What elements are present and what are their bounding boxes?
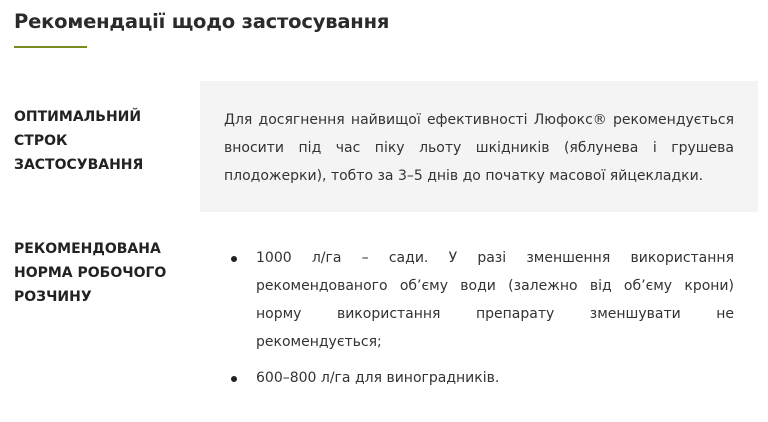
title-underline [14,46,87,48]
row-label-line: РЕКОМЕНДОВАНА [14,241,161,257]
row-label-line: СТРОК [14,133,68,149]
bullet-icon [231,376,237,382]
list-item-text: 600–800 л/га для виноградників. [256,370,500,386]
row-value-text: Для досягнення найвищої ефективності Люфокс® рекомендується вносити під час піку льоту шкідників (яблунева і грушева плодожерки), тобто за 3–5 днів до початку масової яйцекладки. [224,112,734,184]
row-label-solution-rate [14,237,166,309]
row-label-line: РОЗЧИНУ [14,289,92,305]
list-item [226,364,734,392]
row-value-box-optimal-timing [200,81,758,212]
list-item [226,244,734,356]
row-label-line: ОПТИМАЛЬНИЙ [14,109,142,125]
row-label-line: НОРМА РОБОЧОГО [14,265,167,281]
row-label-optimal-timing [14,105,143,177]
section-title: Рекомендації щодо застосування [14,10,390,33]
row-label-line: ЗАСТОСУВАННЯ [14,157,144,173]
bullet-icon [231,256,237,262]
list-item-text: 1000 л/га – сади. У разі зменшення використання рекомендованого об’єму води (залежно від об’єму крони) норму використання препарату зменшувати не рекомендується; [256,250,734,350]
row-value-list-solution-rate [226,244,734,392]
